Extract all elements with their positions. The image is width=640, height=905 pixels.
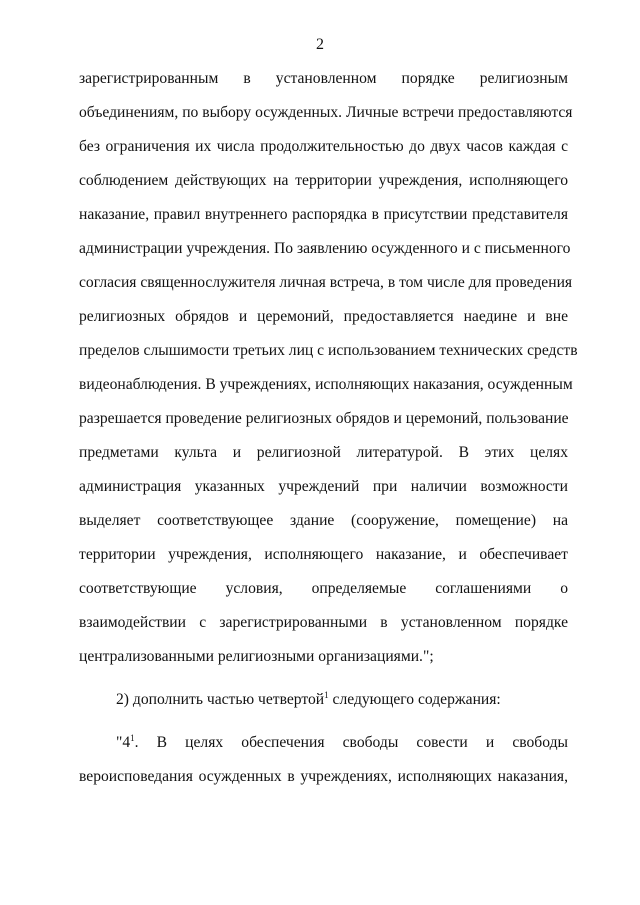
text-line-18: централизованными религиозными организациями."; — [79, 648, 434, 665]
text-line-10: видеонаблюдения. В учреждениях, исполняющих наказания, осужденным — [79, 376, 573, 393]
text-line-11: разрешается проведение религиозных обрядов и церемоний, пользование — [79, 410, 569, 427]
text-line-last: вероисповедания осужденных в учреждениях, исполняющих наказания, — [79, 768, 568, 785]
page-number: 2 — [316, 36, 324, 53]
item-2-line — [116, 690, 568, 710]
text-line-3: без ограничения их числа продолжительностью до двух часов каждая с — [79, 138, 568, 155]
text-line-7: согласия священнослужителя личная встреча, в том числе для проведения — [79, 274, 573, 291]
text-line-8: религиозных обрядов и церемоний, предоставляется наедине и вне — [79, 308, 568, 325]
text-line-5: наказание, правил внутреннего распорядка в присутствии представителя — [79, 206, 568, 223]
text-line-4: соблюдением действующих на территории учреждения, исполняющего — [79, 172, 568, 189]
text-line-12: предметами культа и религиозной литературой. В этих целях — [79, 444, 568, 461]
text-line-15: территории учреждения, исполняющего наказание, и обеспечивает — [79, 546, 568, 563]
text-line-6: администрации учреждения. По заявлению осужденного и с письменного — [79, 240, 571, 257]
text-line-14: выделяет соответствующее здание (сооружение, помещение) на — [79, 512, 568, 529]
text-line-13: администрация указанных учреждений при наличии возможности — [79, 478, 568, 495]
text-line-1: зарегистрированным в установленном порядке религиозным — [79, 70, 568, 87]
item-2-text: 2) дополнить частью четвертой — [116, 691, 325, 708]
text-line-2: объединениям, по выбору осужденных. Личные встречи предоставляются — [79, 104, 573, 121]
item-2-superscript: 1 — [324, 689, 329, 700]
item-4-1-text: . В целях обеспечения свободы совести и свободы — [134, 734, 568, 751]
item-4-1-number: "4 — [116, 734, 131, 751]
item-4-1-superscript: 1 — [130, 732, 135, 743]
item-2-text-end: следующего содержания: — [328, 691, 501, 708]
text-line-16: соответствующие условия, определяемые соглашениями о — [79, 580, 568, 597]
item-4-1-line — [116, 733, 568, 753]
text-line-9: пределов слышимости третьих лиц с использованием технических средств — [79, 342, 578, 359]
text-line-17: взаимодействии с зарегистрированными в установленном порядке — [79, 614, 568, 631]
